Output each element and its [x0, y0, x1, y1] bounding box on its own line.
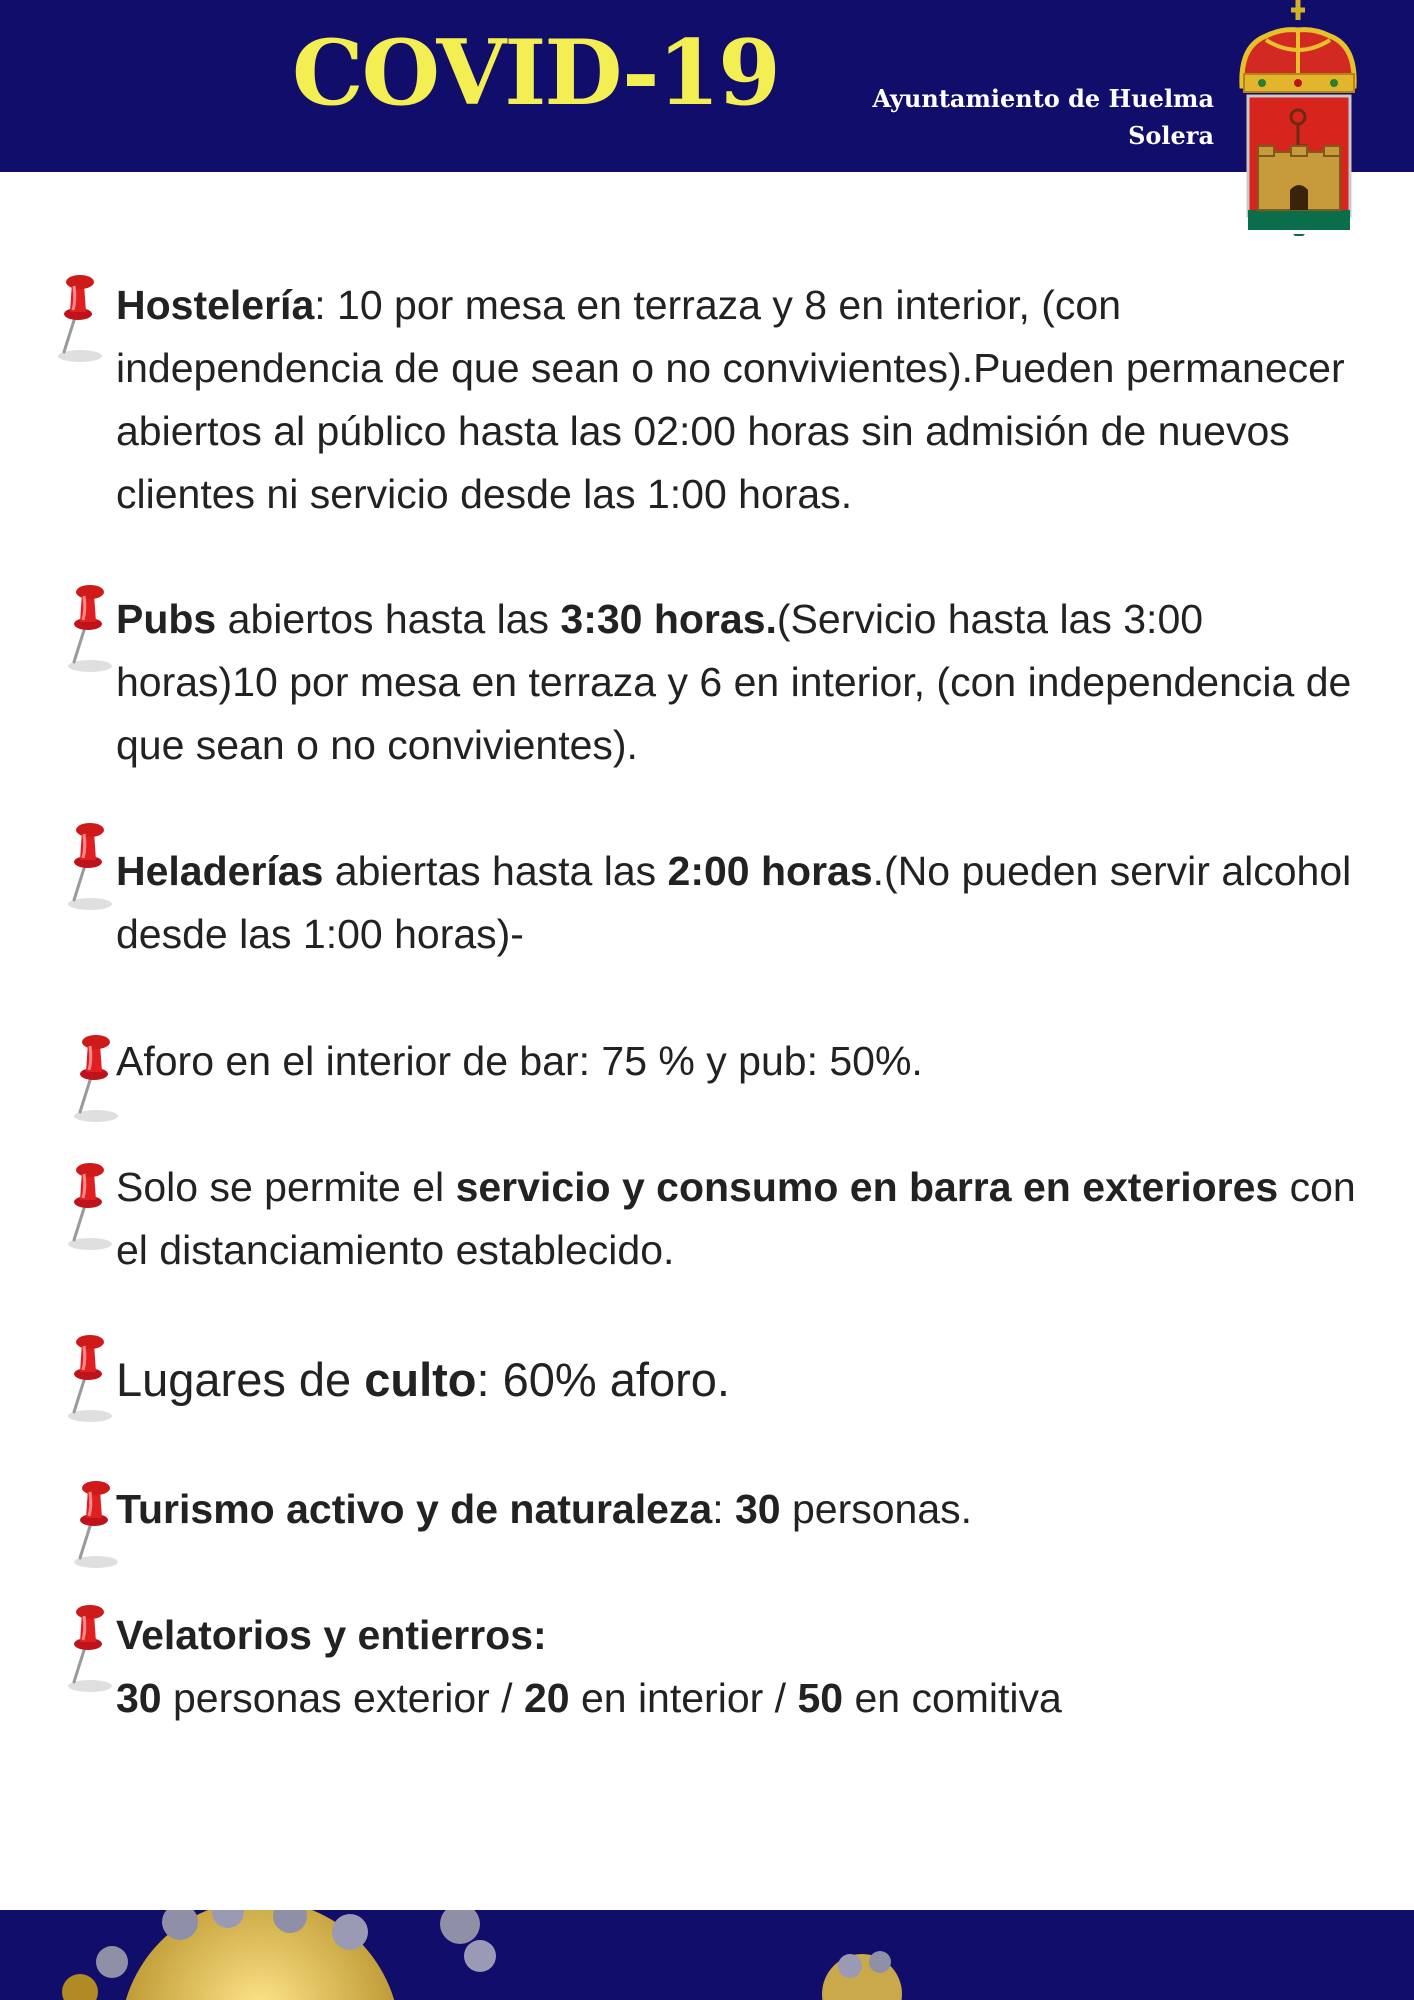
- item-body: personas exterior /: [161, 1675, 524, 1721]
- item-bold-value: 20: [523, 1675, 570, 1721]
- item-body: .(No pueden servir alcohol desde las 1:00 horas)-: [116, 848, 1352, 957]
- item-bold-value: 30: [116, 1675, 162, 1721]
- pushpin-icon: [56, 580, 116, 680]
- coat-of-arms-icon: [1236, 0, 1362, 236]
- item-text: [116, 1030, 1376, 1093]
- item-bold-value: 30: [735, 1486, 781, 1532]
- list-item: [116, 1348, 1376, 1411]
- coronavirus-image: [0, 1910, 1414, 2000]
- item-body: abiertas hasta las: [323, 848, 668, 894]
- pushpin-icon: [46, 270, 106, 370]
- item-body: : 10 por mesa en terraza y 8 en interior, (con independencia de que sean o no convivientes).Pueden permanecer abiertos al público hasta las 02:00 horas sin admisión de nuevos clientes ni servicio desde las 1:00 horas.: [116, 282, 1345, 517]
- item-text: [116, 274, 1376, 526]
- pushpin-icon: [56, 818, 116, 918]
- list-item: [116, 1156, 1376, 1282]
- organization-line-2: Solera: [1128, 121, 1214, 150]
- item-body: en interior /: [569, 1675, 798, 1721]
- item-bold-label: Heladerías: [116, 848, 324, 894]
- list-item: [116, 1030, 1376, 1093]
- list-item: [116, 1478, 1376, 1541]
- item-bold-label: Velatorios y entierros:: [116, 1612, 547, 1658]
- item-body: Aforo en el interior de bar: 75 % y pub: 50%.: [116, 1038, 923, 1084]
- item-body: personas.: [780, 1486, 973, 1532]
- item-body: en comitiva: [843, 1675, 1062, 1721]
- item-bold-value: 50: [797, 1675, 844, 1721]
- item-body: : 60% aforo.: [476, 1353, 730, 1406]
- item-bold-value: 3:30 horas.: [560, 596, 777, 642]
- page-title: COVID-19: [292, 20, 779, 126]
- item-text: [116, 840, 1376, 966]
- item-text: [116, 1667, 1376, 1730]
- list-item: [116, 588, 1376, 777]
- list-item: [116, 274, 1376, 526]
- item-text: [116, 1348, 1376, 1411]
- item-text: [116, 588, 1376, 777]
- item-bold-label: Hostelería: [116, 282, 315, 328]
- item-bold-label: Pubs: [116, 596, 217, 642]
- item-text: [116, 1478, 1376, 1541]
- header-bar: [0, 0, 1414, 172]
- organization-line-1: Ayuntamiento de Huelma: [872, 84, 1214, 113]
- pushpin-icon: [62, 1030, 122, 1130]
- item-bold-label: Turismo activo y de naturaleza: [116, 1486, 713, 1532]
- item-text: [116, 1156, 1376, 1282]
- pushpin-icon: [56, 1158, 116, 1258]
- item-body: Solo se permite el: [116, 1164, 456, 1210]
- item-body: con el distanciamiento establecido.: [116, 1164, 1356, 1273]
- item-bold-value: 2:00 horas: [667, 848, 873, 894]
- organization-name: [872, 80, 1214, 154]
- item-body: Lugares de: [116, 1353, 365, 1406]
- item-body: (Servicio hasta las 3:00 horas)10 por mesa en terraza y 6 en interior, (con independencia de que sean o no convivientes).: [116, 596, 1352, 768]
- item-body: abiertos hasta las: [216, 596, 561, 642]
- item-body: :: [712, 1486, 735, 1532]
- footer-bar: [0, 1910, 1414, 2000]
- item-heading: [116, 1604, 1376, 1667]
- pushpin-icon: [62, 1476, 122, 1576]
- pushpin-icon: [56, 1600, 116, 1700]
- item-bold-label: servicio y consumo en barra en exteriores: [455, 1164, 1279, 1210]
- list-item: [116, 1604, 1376, 1730]
- list-item: [116, 840, 1376, 966]
- pushpin-icon: [56, 1330, 116, 1430]
- item-bold-label: culto: [364, 1353, 477, 1406]
